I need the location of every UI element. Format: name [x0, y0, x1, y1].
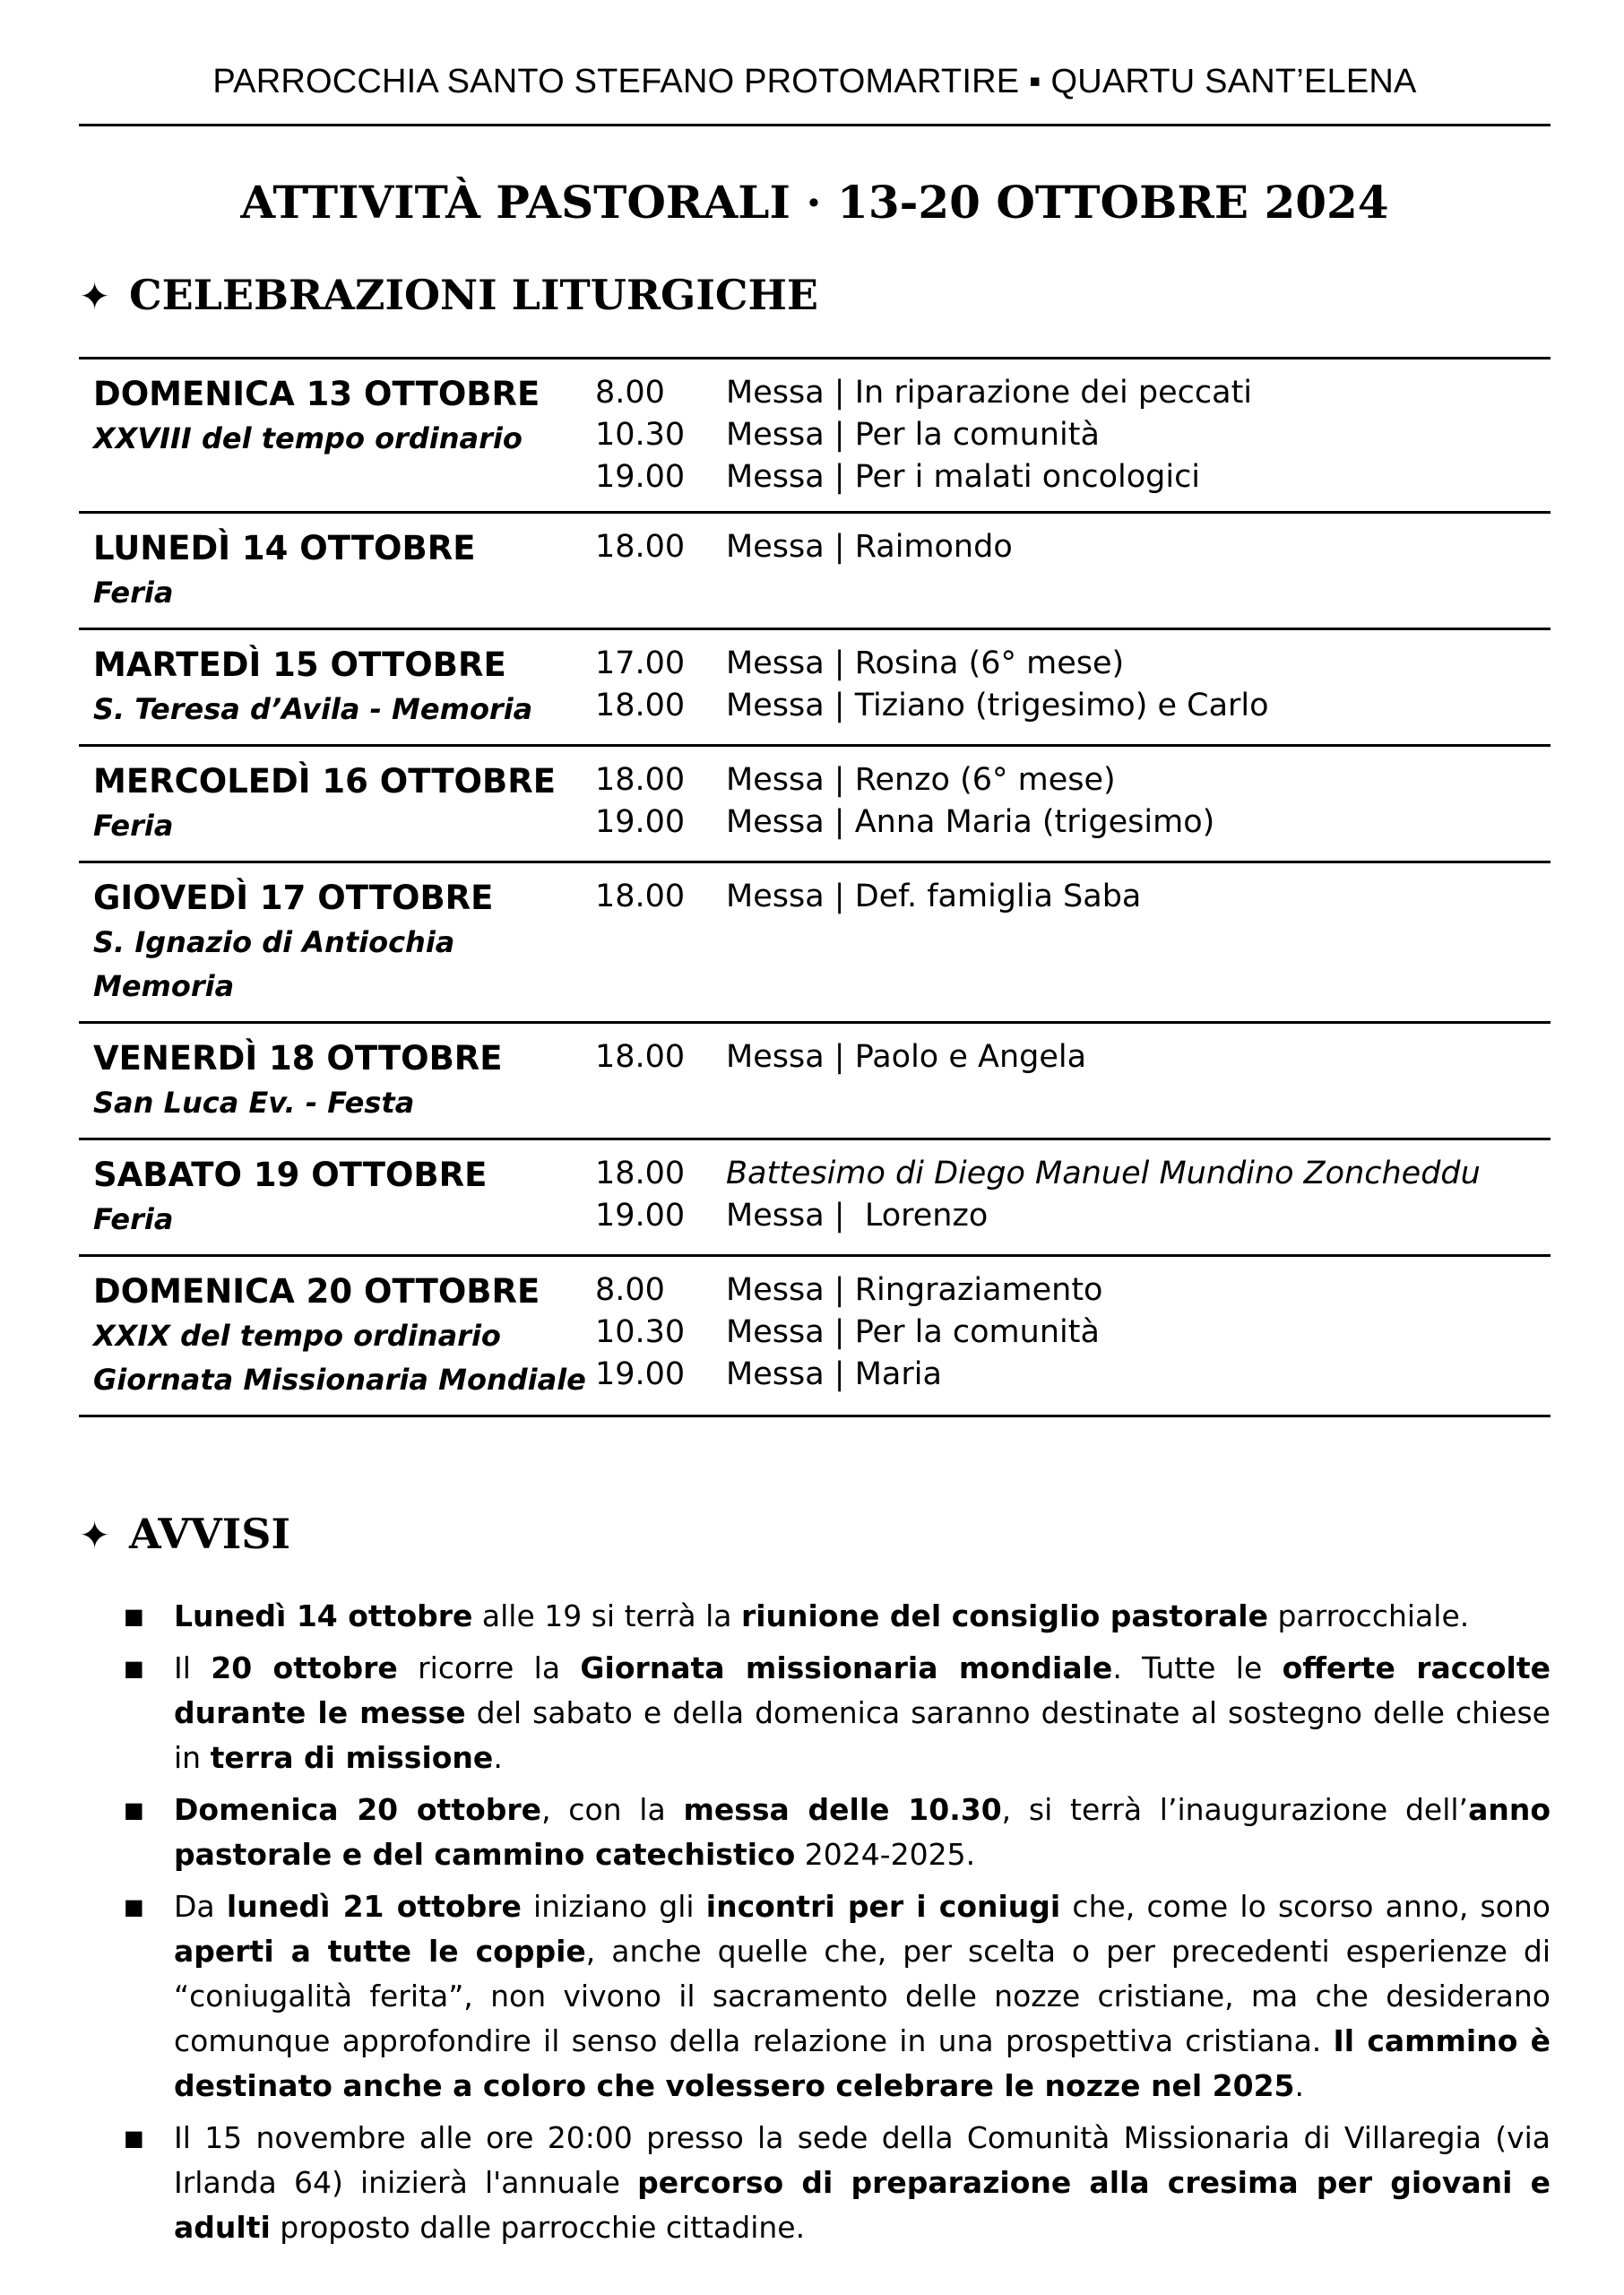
event-time: 18.00: [595, 1039, 686, 1075]
event-description: Messa | Per la comunità: [726, 417, 1100, 453]
schedule-row: [79, 747, 1551, 863]
event-line: [595, 685, 1551, 727]
notice-fragment: , si terrà l’inaugurazione dell’: [1001, 1792, 1469, 1827]
day-cell: [79, 876, 595, 1009]
event-time: 19.00: [595, 1356, 686, 1392]
notice-emphasis: terra di missione: [210, 1740, 494, 1775]
notice-emphasis: aperti a tutte le coppie: [174, 1934, 586, 1969]
event-line: [595, 759, 1551, 801]
event-line: [595, 876, 1551, 918]
event-description: Messa | Lorenzo: [726, 1198, 989, 1234]
event-description: Messa | Renzo (6° mese): [726, 762, 1116, 798]
notice-emphasis: anno pastorale e del cammino catechistico: [174, 1792, 1551, 1872]
schedule-row: [79, 359, 1551, 514]
event-description: Messa | Per i malati oncologici: [726, 459, 1201, 495]
notice-fragment: del sabato e della domenica saranno destinate al sostegno delle chiese in: [174, 1695, 1551, 1775]
notice-item: [124, 1788, 1551, 1877]
notice-emphasis: Domenica 20 ottobre: [174, 1792, 542, 1827]
liturgical-day-label: Feria: [93, 809, 174, 843]
square-bullet-icon: ■: [124, 1797, 144, 1823]
events-cell: [595, 1153, 1551, 1242]
event-line: [595, 1036, 1551, 1078]
notice-text: [174, 2116, 1551, 2250]
liturgical-day-label: Memoria: [93, 969, 235, 1003]
notice-item: [124, 1884, 1551, 2109]
notice-fragment: che, come lo scorso anno, sono: [1060, 1889, 1551, 1924]
schedule-row: [79, 1024, 1551, 1140]
day-name: SABATO 19 OTTOBRE: [93, 1156, 488, 1194]
event-line: [595, 456, 1551, 498]
notice-item: [124, 1646, 1551, 1780]
events-cell: [595, 1269, 1551, 1402]
event-time: 19.00: [595, 459, 686, 495]
notice-fragment: parrocchiale.: [1268, 1598, 1470, 1633]
day-cell: [79, 643, 595, 732]
event-time: 8.00: [595, 375, 665, 411]
notice-text: [174, 1788, 1551, 1877]
liturgical-day-label: Giornata Missionaria Mondiale: [93, 1363, 586, 1397]
event-description: Messa | Tiziano (trigesimo) e Carlo: [726, 688, 1269, 723]
notice-fragment: ricorre la: [397, 1650, 581, 1685]
event-line: [595, 414, 1551, 456]
event-time: 19.00: [595, 804, 686, 840]
notice-text: [174, 1594, 1551, 1639]
liturgical-day-label: XXIX del tempo ordinario: [93, 1319, 501, 1353]
day-cell: [79, 1269, 595, 1402]
event-time: 19.00: [595, 1198, 686, 1234]
notice-fragment: , con la: [541, 1792, 684, 1827]
event-time: 18.00: [595, 879, 686, 914]
event-description: Battesimo di Diego Manuel Mundino Zoncheddu: [726, 1156, 1481, 1191]
event-line: [595, 1312, 1551, 1354]
notice-item: [124, 2116, 1551, 2250]
notice-emphasis: Giornata missionaria mondiale: [580, 1650, 1113, 1685]
notice-fragment: alle 19 si terrà la: [472, 1598, 741, 1633]
header-divider: [79, 124, 1551, 126]
notice-emphasis: riunione del consiglio pastorale: [740, 1598, 1268, 1633]
notice-fragment: .: [493, 1740, 503, 1775]
notice-fragment: Da: [174, 1889, 227, 1924]
liturgy-heading-label: CELEBRAZIONI LITURGICHE: [129, 271, 818, 319]
event-time: 18.00: [595, 1156, 686, 1191]
event-description: Messa | Paolo e Angela: [726, 1039, 1087, 1075]
notice-fragment: 2024-2025.: [795, 1837, 976, 1872]
day-cell: [79, 1153, 595, 1242]
day-name: DOMENICA 13 OTTOBRE: [93, 375, 540, 413]
event-description: Messa | Ringraziamento: [726, 1272, 1103, 1308]
event-time: 8.00: [595, 1272, 665, 1308]
day-cell: [79, 759, 595, 848]
square-bullet-icon: ■: [124, 1656, 144, 1681]
day-name: DOMENICA 20 OTTOBRE: [93, 1272, 540, 1311]
liturgical-day-label: San Luca Ev. - Festa: [93, 1086, 415, 1120]
event-description: Messa | In riparazione dei peccati: [726, 375, 1253, 411]
day-cell: [79, 372, 595, 498]
event-time: 10.30: [595, 417, 686, 453]
notice-text: [174, 1646, 1551, 1780]
notice-fragment: . Tutte le: [1112, 1650, 1283, 1685]
event-time: 18.00: [595, 529, 686, 565]
liturgical-day-label: S. Teresa d’Avila - Memoria: [93, 692, 533, 726]
star-icon: ✦: [79, 1513, 111, 1557]
day-name: LUNEDÌ 14 OTTOBRE: [93, 529, 476, 567]
page-title: ATTIVITÀ PASTORALI · 13-20 OTTOBRE 2024: [240, 176, 1389, 229]
liturgy-section-heading: [79, 271, 818, 319]
notice-emphasis: incontri per i coniugi: [705, 1889, 1061, 1924]
notice-emphasis: percorso di preparazione alla cresima per giovani e adulti: [174, 2165, 1551, 2245]
day-name: MARTEDÌ 15 OTTOBRE: [93, 645, 506, 684]
events-cell: [595, 526, 1551, 615]
notice-fragment: .: [1294, 2068, 1305, 2103]
events-cell: [595, 759, 1551, 848]
notice-emphasis: Il cammino è destinato anche a coloro che volessero celebrare le nozze nel 2025: [174, 2023, 1551, 2103]
schedule-row: [79, 1140, 1551, 1257]
notice-text: [174, 1884, 1551, 2109]
notice-emphasis: Lunedì 14 ottobre: [174, 1598, 473, 1633]
notice-fragment: iniziano gli: [521, 1889, 706, 1924]
day-cell: [79, 526, 595, 615]
schedule-row: [79, 630, 1551, 747]
event-line: [595, 643, 1551, 685]
square-bullet-icon: ■: [124, 1894, 144, 1919]
schedule-row: [79, 1257, 1551, 1417]
liturgical-day-label: Feria: [93, 576, 174, 610]
notice-fragment: proposto dalle parrocchie cittadine.: [270, 2210, 806, 2245]
event-description: Messa | Raimondo: [726, 529, 1013, 565]
event-time: 18.00: [595, 688, 686, 723]
square-bullet-icon: ■: [124, 1604, 144, 1629]
event-time: 10.30: [595, 1314, 686, 1350]
day-name: GIOVEDÌ 17 OTTOBRE: [93, 879, 494, 917]
liturgy-schedule-table: [79, 357, 1551, 1417]
day-name: MERCOLEDÌ 16 OTTOBRE: [93, 762, 556, 801]
notice-emphasis: offerte raccolte durante le messe: [174, 1650, 1551, 1730]
events-cell: [595, 643, 1551, 732]
event-description: Messa | Maria: [726, 1356, 942, 1392]
event-time: 17.00: [595, 645, 686, 681]
event-line: [595, 526, 1551, 568]
notice-emphasis: 20 ottobre: [211, 1650, 398, 1685]
event-line: [595, 1269, 1551, 1312]
day-cell: [79, 1036, 595, 1125]
event-line: [595, 1354, 1551, 1396]
liturgical-day-label: XXVIII del tempo ordinario: [93, 421, 523, 455]
event-description: Messa | Anna Maria (trigesimo): [726, 804, 1215, 840]
event-time: 18.00: [595, 762, 686, 798]
event-description: Messa | Per la comunità: [726, 1314, 1100, 1350]
notice-fragment: Il: [174, 1650, 212, 1685]
event-line: [595, 372, 1551, 414]
event-description: Messa | Def. famiglia Saba: [726, 879, 1142, 914]
notices-heading-label: AVVISI: [129, 1510, 290, 1558]
notices-section-heading: [79, 1510, 290, 1558]
notice-fragment: Il 15 novembre alle ore 20:00 presso la sede della Comunità Missionaria di Villaregia (via Irlanda 64) inizierà l'annuale: [174, 2120, 1551, 2200]
notice-fragment: , anche quelle che, per scelta o per precedenti esperienze di “coniugalità ferita”, non vivono il sacramento delle nozze cristiane, ma che desiderano comunque approfondire il senso della relazione in una prospettiva cristiana.: [174, 1934, 1551, 2058]
event-description: Messa | Rosina (6° mese): [726, 645, 1125, 681]
events-cell: [595, 1036, 1551, 1125]
square-bullet-icon: ■: [124, 2126, 144, 2151]
day-name: VENERDÌ 18 OTTOBRE: [93, 1039, 503, 1078]
notice-item: [124, 1594, 1551, 1639]
notice-emphasis: lunedì 21 ottobre: [226, 1889, 522, 1924]
event-line: [595, 1195, 1551, 1237]
notice-emphasis: messa delle 10.30: [683, 1792, 1002, 1827]
events-cell: [595, 876, 1551, 1009]
events-cell: [595, 372, 1551, 498]
schedule-row: [79, 863, 1551, 1024]
liturgical-day-label: Feria: [93, 1202, 174, 1236]
schedule-row: [79, 514, 1551, 630]
event-line: [595, 1153, 1551, 1195]
star-icon: ✦: [79, 274, 111, 318]
notices-list: [124, 1594, 1551, 2257]
event-line: [595, 801, 1551, 844]
parish-header: PARROCCHIA SANTO STEFANO PROTOMARTIRE ▪ QUARTU SANT’ELENA: [212, 63, 1417, 100]
liturgical-day-label: S. Ignazio di Antiochia: [93, 925, 455, 959]
